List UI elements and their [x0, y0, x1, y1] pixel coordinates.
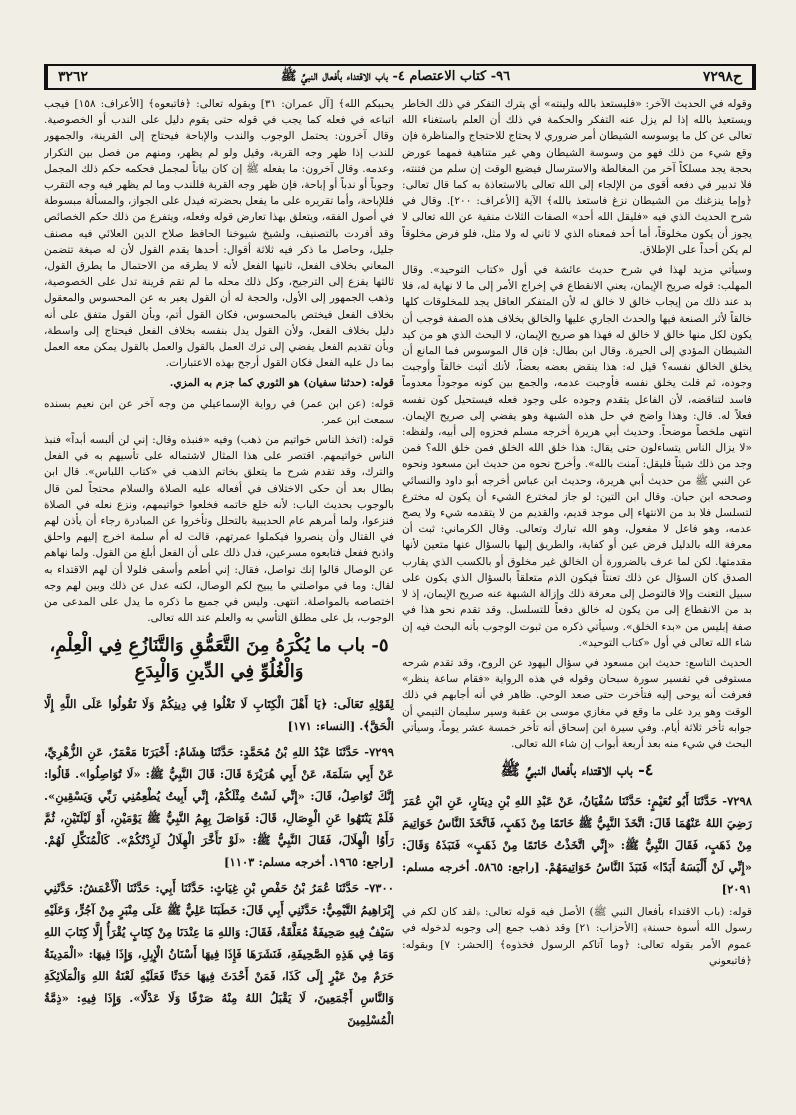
left-column	[44, 96, 394, 1086]
commentary-paragraph: قوله: (اتخذ الناس خواتيم من ذهب) وفيه «فنبذه وقال: إني لن ألبسه أبداً» فنبذ الناس خواتيمهم. اقتصر على هذا المثال لاشتماله على تأسيهم به في الفعل والترك، وقد تقدم شرح ما يتعلق بخاتم الذهب في «كتاب اللباس». قال ابن بطال بعد أن حكى الاختلاف في أفعاله عليه الصلاة والسلام محتجاً لمن قال بالوجوب بحديث الباب: لأنه خلع خاتمه فخلعوا خواتيمهم، ونزع نعله في الصلاة فنزعوا، ولما أمرهم عام الحديبية بالتحلل وتأخروا عن المبادرة رجاء أن يأذن لهم في القتال وأن ينصروا فيكملوا عمرتهم، قالت له أم سلمة اخرج إليهم واحلق واذبح ففعل فتابعوه مسرعين، فدل ذلك على أن الفعل أبلغ من القول. ولما نهاهم عن الوصال قالوا إنك تواصل، فقال: إني أطعم وأسقى فلولا أن لهم الاقتداء به لقال: وما في مواصلتي ما يبيح لكم الوصال، لكنه عدل عن ذلك وبين لهم وجه اختصاصه بالمواصلة. انتهى. وليس في جميع ما ذكره ما يدل على المدعى من الوجوب، بل على مطلق التأسي به والعلم عند الله تعالى.	[44, 434, 394, 625]
page-number: ٣٢٦٢	[46, 66, 98, 88]
hadith-text: ٧٣٠٠- حَدَّثَنَا عُمَرُ بْنُ حَفْصِ بْنِ غِيَاثٍ: حَدَّثَنَا أَبِي: حَدَّثَنَا الْأَعْمَشُ: حَدَّثَنِي إِبْرَاهِيمُ التَّيْمِيُّ: حَدَّثَنِي أَبِي قَالَ: خَطَبَنَا عَلِيٌّ ﷺ عَلَى مِنْبَرٍ مِنْ آجُرٍّ، وَعَلَيْهِ سَيْفٌ فِيهِ صَحِيفَةٌ مُعَلَّقَةٌ، فَقَالَ: وَاللهِ مَا عِنْدَنَا مِنْ كِتَابٍ يُقْرَأُ إِلَّا كِتَابَ اللهِ وَمَا فِي هَذِهِ الصَّحِيفَةِ، فَنَشَرَهَا فَإِذَا فِيهَا أَسْنَانُ الْإِبِلِ، وَإِذَا فِيهَا: «الْمَدِينَةُ حَرَمٌ مِنْ عَيْرٍ إِلَى كَذَا، فَمَنْ أَحْدَثَ فِيهَا حَدَثًا فَعَلَيْهِ لَعْنَةُ اللهِ وَالْمَلَائِكَةِ وَالنَّاسِ أَجْمَعِينَ، لَا يَقْبَلُ اللهُ مِنْهُ صَرْفًا وَلَا عَدْلًا». وَإِذَا فِيهِ: «ذِمَّةُ الْمُسْلِمِينَ	[44, 880, 394, 1027]
chapter-heading: ٤- باب الاقتداء بأفعال النبيِّ ﷺ	[500, 760, 654, 780]
hadith-text: ٧٢٩٨- حَدَّثَنَا أَبُو نُعَيْمٍ: حَدَّثَنَا سُفْيَانُ، عَنْ عَبْدِ اللهِ بْنِ دِينَارٍ، عَنِ ابْنِ عُمَرَ رَضِيَ اللهُ عَنْهُمَا قَالَ: اتَّخَذَ النَّبِيُّ ﷺ خَاتَمًا مِنْ ذَهَبٍ، فَاتَّخَذَ النَّاسُ خَوَاتِيمَ مِنْ ذَهَبٍ، فَقَالَ النَّبِيُّ ﷺ: «إِنِّي اتَّخَذْتُ خَاتَمًا مِنْ ذَهَبٍ» فَنَبَذَهُ وَقَالَ: «إِنِّي لَنْ أَلْبَسَهُ أَبَدًا» فَنَبَذَ النَّاسُ خَوَاتِيمَهُمْ. [راجع: ٥٨٦٥. أخرجه مسلم: ٢٠٩١]	[402, 794, 752, 897]
hadith-text: ٧٢٩٩- حَدَّثَنَا عَبْدُ اللهِ بْنُ مُحَمَّدٍ: حَدَّثَنَا هِشَامٌ: أَخْبَرَنَا مَعْمَرٌ، عَنِ الزُّهْرِيِّ، عَنْ أَبِي سَلَمَةَ، عَنْ أَبِي هُرَيْرَةَ قَالَ: قَالَ النَّبِيُّ ﷺ: «لَا تُوَاصِلُوا». قَالُوا: إِنَّكَ تُوَاصِلُ، قَالَ: «إِنِّي لَسْتُ مِثْلَكُمْ، إِنِّي أَبِيتُ يُطْعِمُنِي رَبِّي وَيَسْقِينِ». فَلَمْ يَنْتَهُوا عَنِ الْوِصَالِ، قَالَ: فَوَاصَلَ بِهِمُ النَّبِيُّ ﷺ يَوْمَيْنِ، أَوْ لَيْلَتَيْنِ، ثُمَّ رَأَوُا الْهِلَالَ، فَقَالَ النَّبِيُّ ﷺ: «لَوْ تَأَخَّرَ الْهِلَالُ لَزِدْتُكُمْ». كَالْمُنَكِّلِ لَهُمْ. [راجع: ١٩٦٥. أخرجه مسلم: ١١٠٣]	[44, 744, 394, 869]
right-column	[402, 96, 752, 1086]
commentary-paragraph: قوله: (حدثنا سفيان) هو الثوري كما جزم به المزي.	[169, 377, 394, 390]
commentary-paragraph: وقوله في الحديث الآخر: «فليستعذ بالله ولينته» أي يترك التفكر في ذلك الخاطر ويستعيذ بالله إذا لم يزل عنه التفكر والحكمة في ذلك أن العلم باستغناء الله تعالى عن كل ما يوسوسه الشيطان أمر ضروري لا يحتاج للاحتجاج والمناظرة فإن وقع شيء من ذلك فهو من وسوسة الشيطان وهي غير متناهية فمهما عورض بحجة يجد مسلكاً آخر من المغالطة والاسترسال فيضيع الوقت إن سلم من فتنته، فلا تدبير في دفعه أقوى من الإلجاء إلى الله تعالى بالاستعاذة به كما قال تعالى: ﴿وإما ينزغنك من الشيطان نزغ فاستعذ بالله﴾ الآية [الأعراف: ٢٠٠]. وقال في شرح الحديث الذي فيه «فليقل الله أحد» الصفات الثلاث منفية عن الله تعالى لا يجوز أن يكون مخلوقاً، أما أحد فمعناه الذي لا ثاني له ولا مثل، فلو فرض مخلوقاً لم يكن أحداً على الإطلاق.	[402, 98, 752, 256]
commentary-paragraph: وسيأتي مزيد لهذا في شرح حديث عائشة في أول «كتاب التوحيد». وقال المهلب: قوله صريح الإيمان، يعني الانقطاع في إخراج الأمر إلى ما لا نهاية له، فلا بد عند ذلك من إيجاب خالق لا خالق له لأن المتفكر العاقل يجد للمخلوقات كلها خالقاً لأثر الصنعة فيها والحدث الجاري عليها والخالق بخلاف هذه الصفة فوجب أن يكون لكل منها خالق لا خالق له فهذا هو صريح الإيمان، لا البحث الذي هو من كيد الشيطان المؤدي إلى الحيرة. وقال ابن بطال: فإن قال الموسوس فما المانع أن يخلق الخالق نفسه؟ قيل له: هذا ينقض بعضه بعضاً، لأنك أثبت خالقاً وأوجبت وجوده، ثم قلت يخلق نفسه فأوجبت عدمه، والجمع بين كونه موجوداً معدوماً فاسد لتناقضه، لأن الفاعل يتقدم وجوده على وجود فعله فيستحيل كون نفسه فعلاً له. قال: وهذا واضح في حل هذه الشبهة وهو يفضي إلى صريح الإيمان. انتهى ملخصاً موضحاً. وحديث أبي هريرة أخرجه مسلم فحزوه إلى أبيه، ولفظه: «لا يزال الناس يتساءلون حتى يقال: هذا خلق الله الخلق فمن خلق الله؟ فمن وجد من ذلك شيئاً فليقل: آمنت بالله». وأخرج نحوه من حديث ابن مسعود ونحوه عن النبي ﷺ من حديث أبي هريرة، وحديث ابن عباس أخرجه أبو داود والنسائي وصححه ابن حبان. وقال ابن التين: لو جاز لمخترع الشيء أن يكون له مخترع لتسلسل فلا بد من الانتهاء إلى موجد قديم، والقديم من لا يتقدمه شيء ولا يصح عدمه، وهو فاعل لا مفعول، وهو الله تبارك وتعالى. وقال الكرماني: ثبت أن معرفة الله بالدليل فرض عين أو كفاية، والطريق إليها بالسؤال عنها متعين لأنها مقدمتها. لكن لما عرف بالضرورة أن الخالق غير مخلوق أو بالكسب الذي يقارب الصدق كان السؤال عن ذلك تعنتاً فيكون الذم متعلقاً بالسؤال الذي يكون على سبيل التعنت وإلا فالتوصل إلى معرفة ذلك وإزالة الشبهة عنه صريح الإيمان، إذ لا بد من الانقطاع إلى من يكون له خالق دفعاً للتسلسل. وقد تقدم نحو هذا في صفة إبليس من «بدء الخلق». وسيأتي ذكره من ثبوت الوجوب بأنه البحث فيه إن شاء الله تعالى في أول «كتاب التوحيد».	[402, 264, 752, 649]
running-title: ٩٦- كتاب الاعتصام ٤- باب الاقتداء بأفعال النبيِّ ﷺ	[280, 68, 511, 84]
commentary-paragraph: قوله: (باب الاقتداء بأفعال النبي ﷺ) الأصل فيه قوله تعالى: ﴿لقد كان لكم في رسول الله أسوة حسنة﴾ [الأحزاب: ٢١] وقد ذهب جمع إلى وجوبه لدخوله في عموم الأمر بقوله تعالى: ﴿وما آتاكم الرسول فخذوه﴾ [الحشر: ٧] وبقوله: ﴿فاتبعوني	[402, 906, 752, 967]
chapter-heading	[44, 633, 394, 685]
commentary-paragraph: يحببكم الله﴾ [آل عمران: ٣١] وبقوله تعالى: ﴿فاتبعوه﴾ [الأعراف: ١٥٨] فيجب اتباعه في فعله كما يجب في قوله حتى يقوم دليل على الندب أو الخصوصية. وقال آخرون: يحتمل الوجوب والندب والإباحة فيحتاج إلى القرينة، والجمهور للندب إذا ظهر وجه القربة، وقيل ولو لم يظهر، ومنهم من فصل بين التكرار وعدمه. وقال آخرون: ما يفعله ﷺ إن كان بياناً لمجمل فحكمه حكم ذلك المجمل وجوباً أو ندباً أو إباحة، فإن ظهر وجه القربة فللندب وما لم يظهر فيه وجه التقرب فللإباحة، وأما تقريره على ما يفعل بحضرته فيدل على الجواز، والمسألة مبسوطة في أصول الفقه، ويتعلق بهذا تعارض قوله وفعله، ويتفرع من ذلك حكم الخصائص وقد أفردت بالتصنيف، ولشيخ شيوخنا الحافظ صلاح الدين العلائي فيه مصنف جليل، وحاصل ما ذكر فيه ثلاثة أقوال: أحدها يقدم القول لأن له صيغة تتضمن المعاني بخلاف الفعل، ثانيها الفعل لأنه لا يطرقه من الاحتمال ما يطرق القول، ثالثها يفزع إلى الترجيح، وكل ذلك محله ما لم تقم قرينة تدل على الخصوصية، وذهب الجمهور إلى الأول، والحجة له أن القول يعبر به عن المحسوس والمعقول بخلاف الفعل فيختص بالمحسوس، فكان القول أتم، وبأن القول متفق على أنه دليل بخلاف الفعل، ولأن القول يدل بنفسه بخلاف الفعل فيحتاج إلى واسطة، وبأن تقديم الفعل يفضي إلى ترك العمل بالقول والعمل بالقول يمكن معه العمل بما دل عليه الفعل فكان القول أرجح بهذه الاعتبارات.	[44, 98, 394, 370]
commentary-paragraph: الحديث التاسع: حديث ابن مسعود في سؤال اليهود عن الروح، وقد تقدم شرحه مستوفى في تفسير سورة سبحان وقوله في هذه الرواية «فقام ساعة ينظر» فعرفت أنه يوحى إليه فتأخرت حتى صعد الوحي. ظاهر في أنه أجابهم في ذلك الوقت وهو يرد على ما وقع في مغازي موسى بن عقبة وسير سليمان التيمي أن جوابه تأخر ثلاثة أيام. وفي سيرة ابن إسحاق أنه تأخر خمسة عشر يوماً، وسيأتي البحث في شيء منه بعد أربعة أبواب إن شاء الله تعالى.	[402, 656, 752, 750]
chapter-heading-line: وَالْغُلُوِّ فِي الدِّينِ وَالْبِدَعِ	[134, 660, 304, 682]
commentary-paragraph: قوله: (عن ابن عمر) في رواية الإسماعيلي من وجه آخر عن ابن نعيم بسنده سمعت ابن عمر.	[44, 397, 394, 426]
quran-verse: لِقَوْلِهِ تَعَالَى: ﴿يَا أَهْلَ الْكِتَابِ لَا تَغْلُوا فِي دِينِكُمْ وَلَا تَقُولُوا عَلَى اللَّهِ إِلَّا الْحَقَّ﴾. [النساء: ١٧١]	[44, 696, 394, 733]
hadith-number: ح٧٢٩٨	[693, 66, 754, 88]
chapter-heading-line: ٥- باب ما يُكْرَهُ مِنَ التَّعَمُّقِ وَالتَّنَازُعِ فِي الْعِلْمِ،	[49, 634, 389, 656]
running-header	[44, 64, 756, 90]
